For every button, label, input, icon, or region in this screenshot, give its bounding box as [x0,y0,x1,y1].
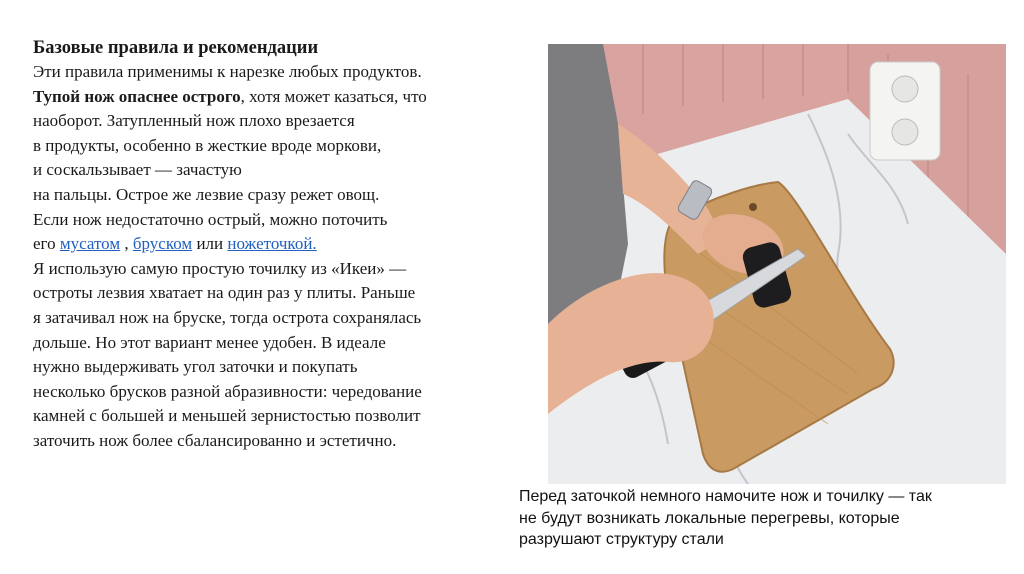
emphasis-text: Тупой нож опаснее острого [33,86,241,106]
text-line: Эти правила применимы к нарезке любых продуктов. [33,62,422,81]
outlet-socket-bottom [892,119,918,145]
link-musat[interactable]: мусатом [59,234,121,254]
text-line: я затачивал нож на бруске, тогда острота сохранялась [33,307,422,327]
text-line: Если нож недостаточно острый, можно поточить [33,209,388,229]
text-line: и соскальзывает — зачастую [33,160,242,180]
text-line: дольше. Но этот вариант менее удобен. В идеале [33,332,386,352]
photo-illustration [548,44,1006,484]
article-text [33,36,538,454]
outlet-socket-top [892,76,918,102]
text-line: заточить нож более сбалансированно и эстетично. [33,430,397,450]
text-fragment: , [120,234,133,254]
link-brusok[interactable]: бруском [132,234,193,254]
text-line: на пальцы. Острое же лезвие сразу режет овощ. [33,184,380,204]
text-fragment: или [192,234,228,254]
caption-line: Перед заточкой немного намочите нож и точилку — так [519,488,932,505]
text-line: наоборот. Затупленный нож плохо врезается [33,111,355,131]
heading: Базовые правила и рекомендации [33,38,319,58]
knife-sharpening-photo [548,44,1006,484]
text-line: остроты лезвия хватает на один раз у плиты. Раньше [33,283,416,303]
photo-caption [519,486,1019,551]
text-line [33,232,538,257]
board-hole [749,203,757,211]
text-fragment: , хотя может казаться, что [240,86,427,106]
text-line: камней с большей и меньшей зернистостью позволит [33,406,421,426]
text-fragment: его [33,234,60,254]
caption-line: не будут возникать локальные перегревы, которые [519,509,900,527]
text-line: несколько брусков разной абразивности: чередование [33,381,422,401]
text-line: в продукты, особенно в жесткие вроде моркови, [33,135,382,155]
link-sharpener[interactable]: ножеточкой. [227,234,317,254]
text-line: Я использую самую простую точилку из «Икеи» — [33,258,407,278]
text-line [33,85,538,110]
text-line: нужно выдерживать угол заточки и покупать [33,357,358,377]
caption-line: разрушают структуру стали [519,531,724,548]
